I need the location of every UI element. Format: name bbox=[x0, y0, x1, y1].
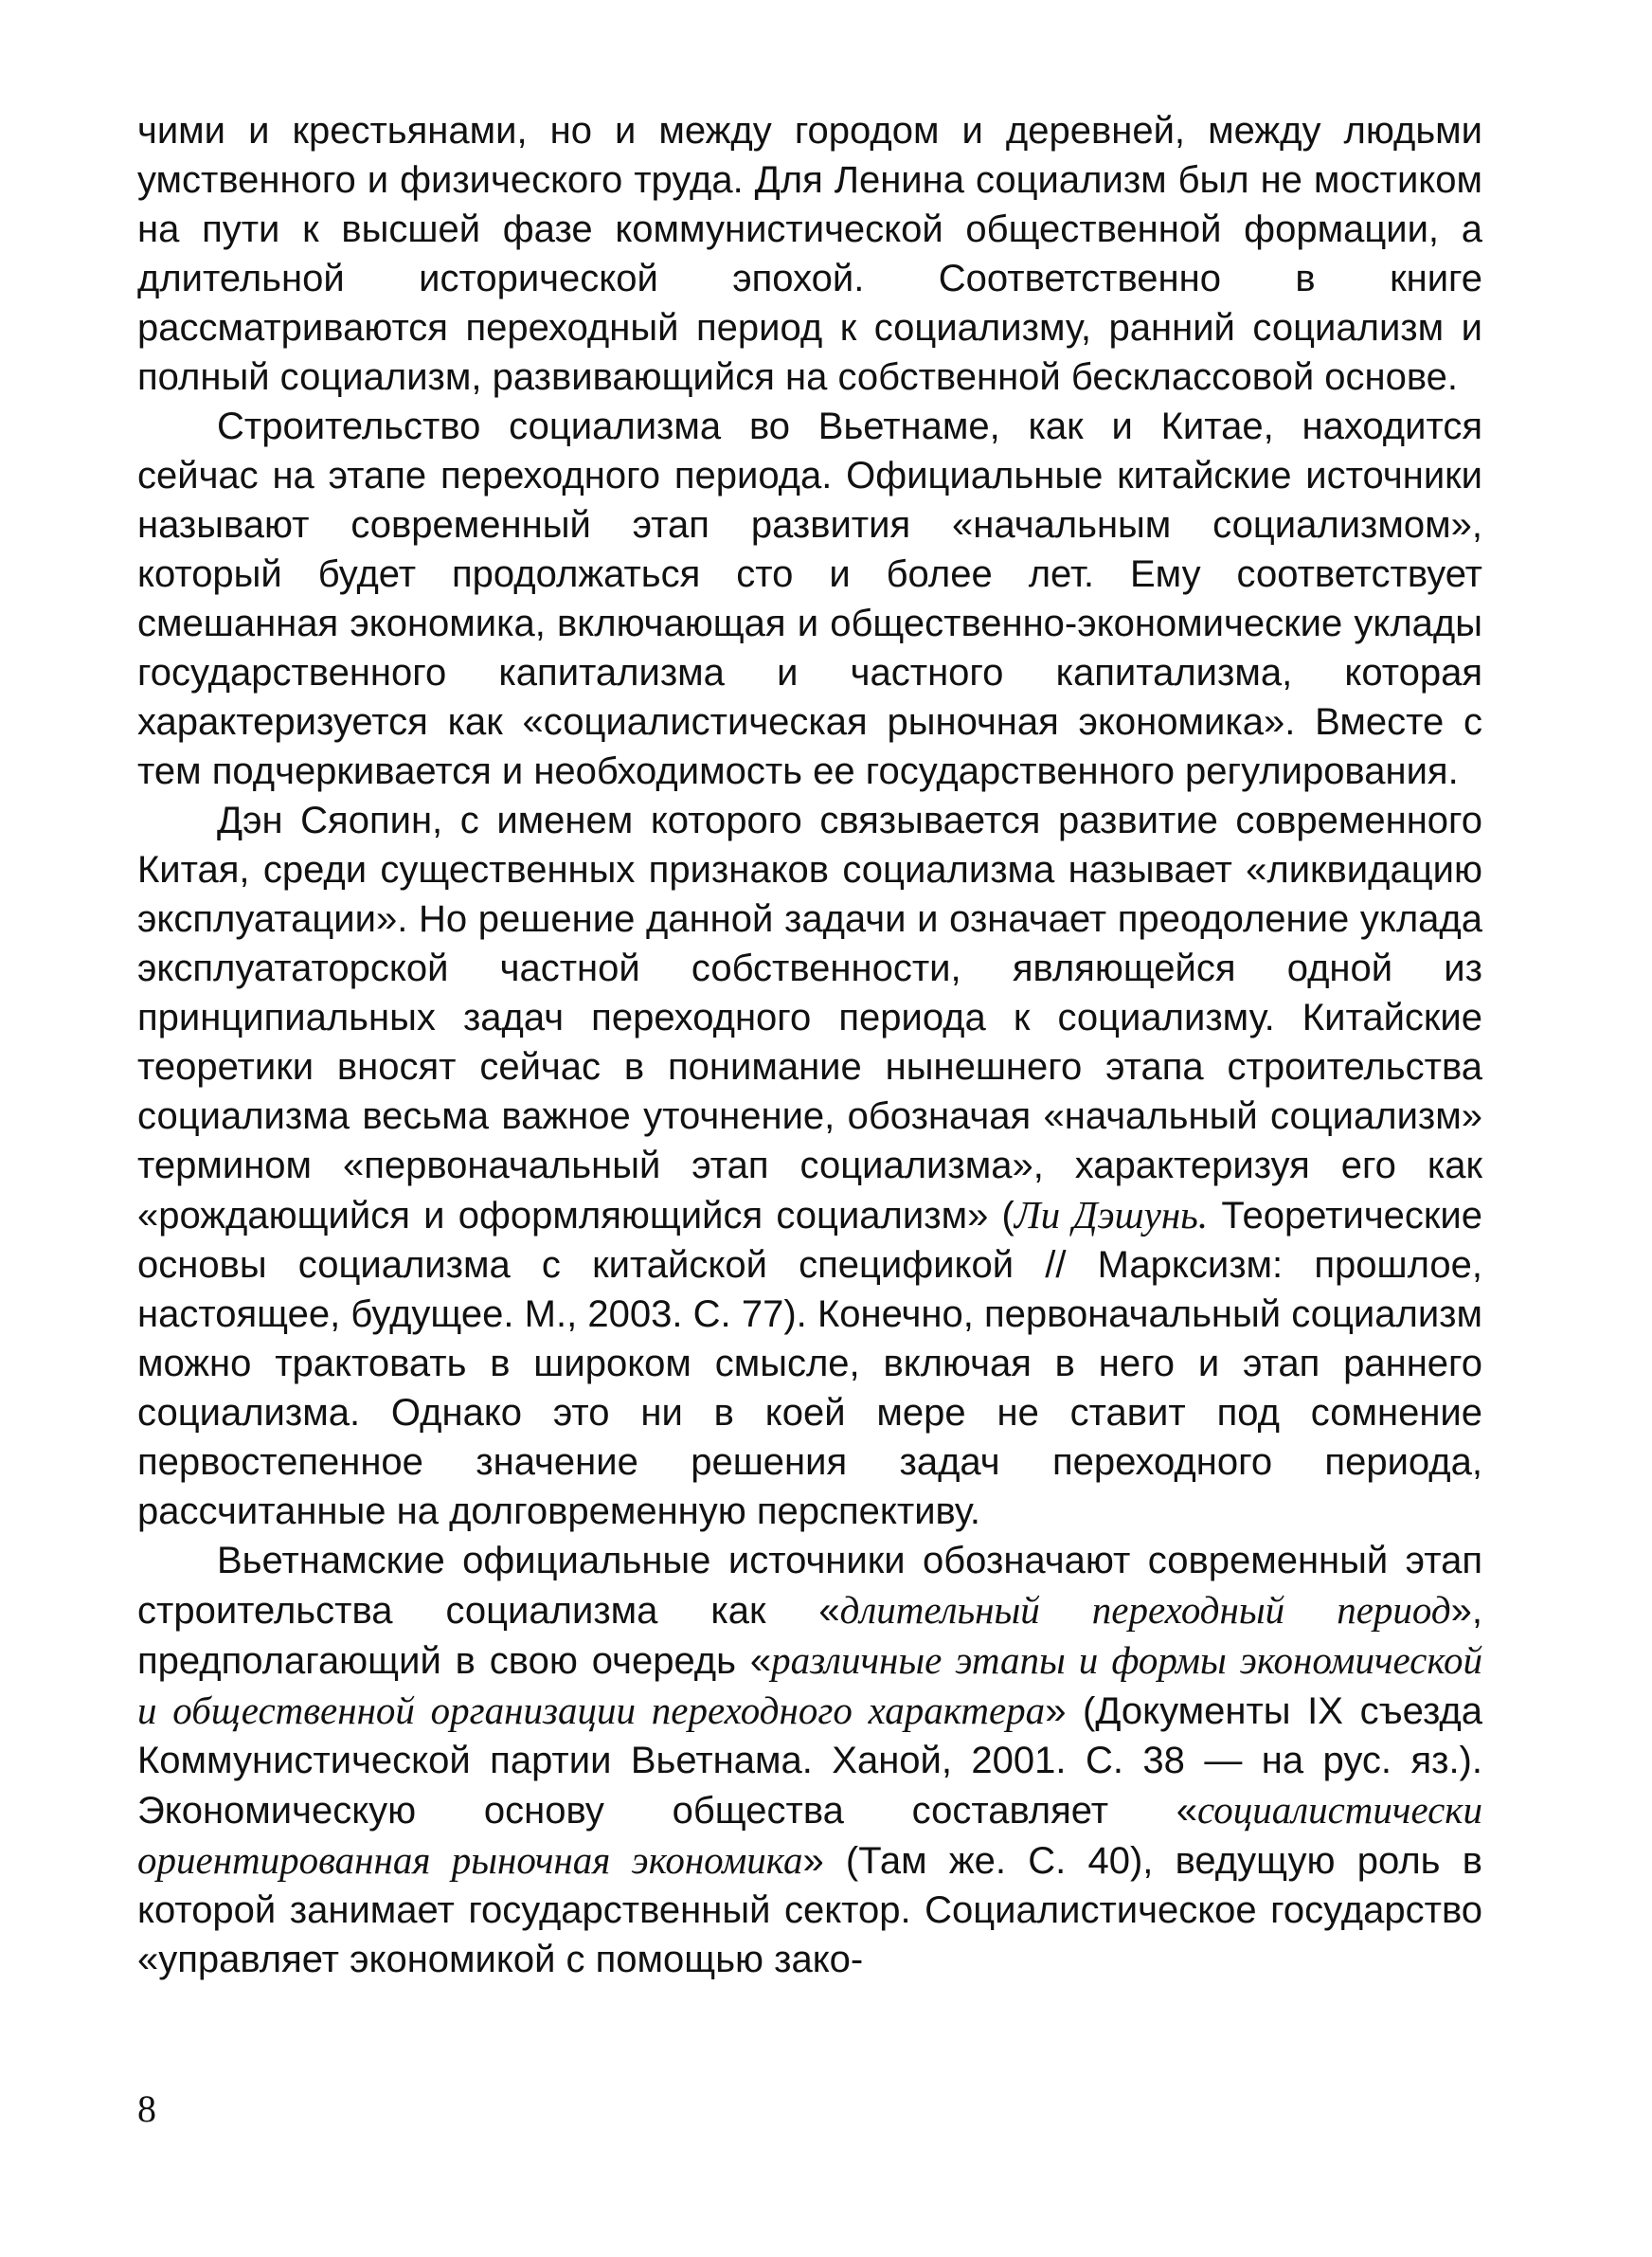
paragraph-text: » (Документы IX съезда Коммунистической партии Вьетнама. Ханой, 2001. С. 38 — на рус. яз.). Экономическую основу общества составляет « bbox=[137, 1690, 1482, 1832]
italic-phrase: социалистически ориентированная рыночная экономика bbox=[137, 1788, 1482, 1882]
page-body bbox=[137, 106, 1482, 1984]
paragraph-1 bbox=[137, 106, 1482, 402]
paragraph-text: Дэн Сяопин, с именем которого связывается развитие современного Китая, среди существенных признаков социализма называет «ликвидацию эксплуатации». Но решение данной задачи и означает преодоление уклада эксплуататорской частной собственности, являющейся одной из принципиальных задач переходного периода к социализму. Китайские теоретики вносят сейчас в понимание нынешнего этапа строительства социализма весьма важное уточнение, обозначая «начальный социализм» термином «первоначальный этап социализма», характеризуя его как «рождающийся и оформляющийся социализм» ( bbox=[137, 800, 1482, 1237]
italic-phrase: длительный переходный период bbox=[839, 1588, 1451, 1632]
paragraph-text: Теоретические основы социализма с китайской спецификой // Марксизм: прошлое, настоящее, будущее. М., 2003. С. 77). Конечно, первоначальный социализм можно трактовать в широком смысле, включая в него и этап раннего социализма. Однако это ни в коей мере не ставит под сомнение первостепенное значение решения задач переходного периода, рассчитанные на долговременную перспективу. bbox=[137, 1195, 1482, 1532]
paragraph-4 bbox=[137, 1536, 1482, 1984]
paragraph-text: Вьетнамские официальные источники обозначают современный этап строительства социализма как « bbox=[137, 1540, 1482, 1632]
paragraph-3 bbox=[137, 796, 1482, 1536]
paragraph-text: чими и крестьянами, но и между городом и деревней, между людьми умственного и физического труда. Для Ленина социализм был не мостиком на пути к высшей фазе коммунистической общественной формации, а длительной исторической эпохой. Соответственно в книге рассматриваются переходный период к социализму, ранний социализм и полный социализм, развивающийся на собственной бесклассовой основе. bbox=[137, 110, 1482, 398]
paragraph-text: » (Там же. С. 40), ведущую роль в которой занимает государственный сектор. Социалистическое государство «управляет экономикой с помощью зако- bbox=[137, 1840, 1482, 1980]
author-name-italic: Ли Дэшунь. bbox=[1014, 1193, 1209, 1237]
paragraph-2 bbox=[137, 402, 1482, 796]
italic-phrase: различные этапы и формы экономической и общественной организации переходного характера bbox=[137, 1638, 1482, 1732]
page-number: 8 bbox=[137, 2087, 156, 2130]
paragraph-text: », предполагающий в свою очередь « bbox=[137, 1590, 1482, 1682]
paragraph-text: Строительство социализма во Вьетнаме, как и Китае, находится сейчас на этапе переходного периода. Официальные китайские источники называют современный этап развития «начальным социализмом», который будет продолжаться сто и более лет. Ему соответствует смешанная экономика, включающая и общественно-экономические уклады государственного капитализма и частного капитализма, которая характеризуется как «социалистическая рыночная экономика». Вместе с тем подчеркивается и необходимость ее государственного регулирования. bbox=[137, 406, 1482, 792]
